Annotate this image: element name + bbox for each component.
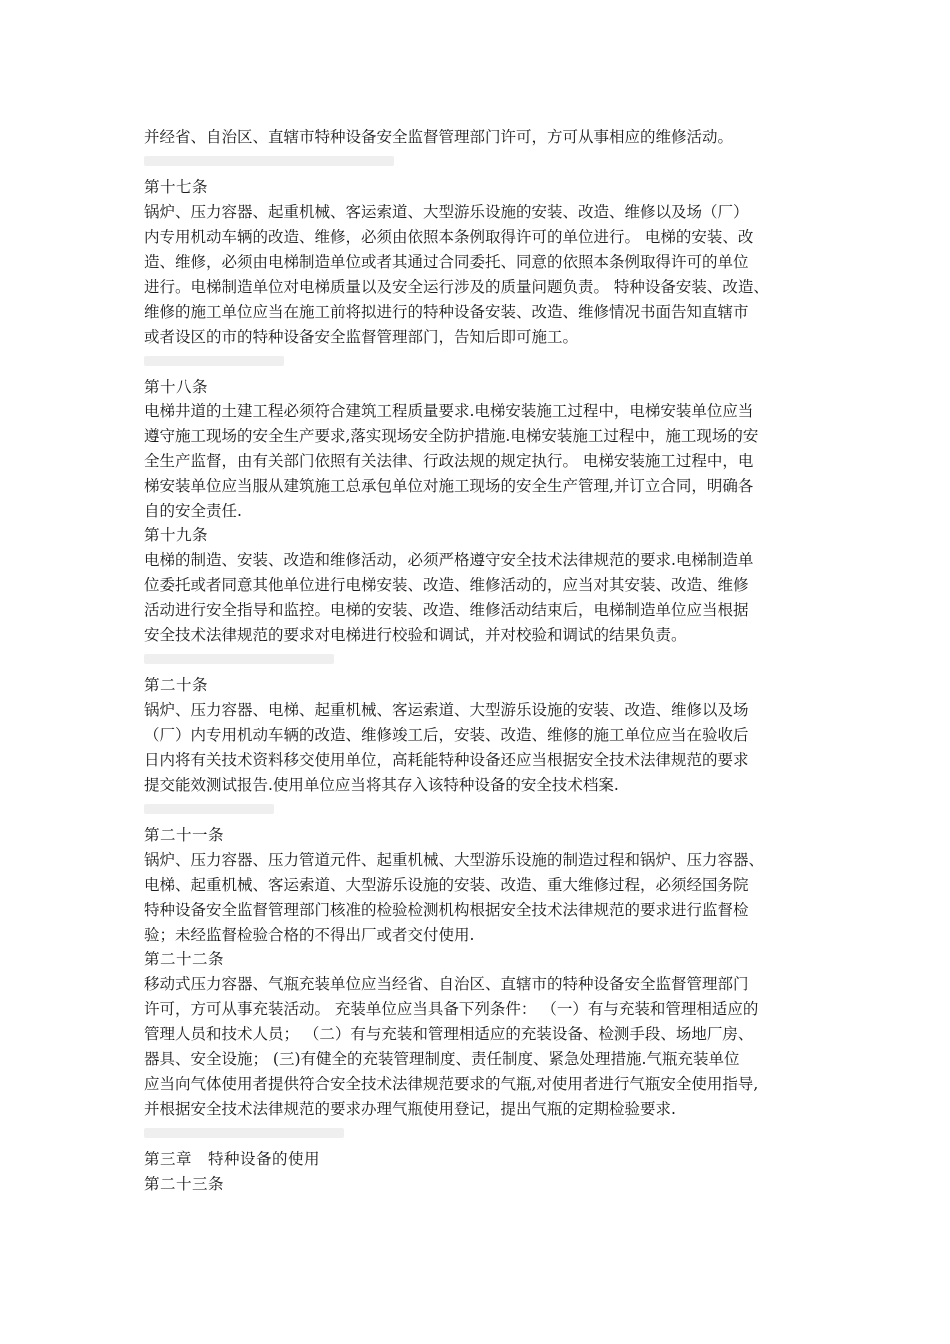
- article-line: 自的安全责任.: [144, 502, 242, 520]
- article-line: 锅炉、压力容器、压力管道元件、起重机械、大型游乐设施的制造过程和锅炉、压力容器、: [144, 851, 765, 869]
- article-line: 梯安装单位应当服从建筑施工总承包单位对施工现场的安全生产管理,并订立合同，明确各: [144, 477, 754, 495]
- article-line: 日内将有关技术资料移交使用单位，高耗能特种设备还应当根据安全技术法律规范的要求: [144, 751, 749, 769]
- article-line: 进行。电梯制造单位对电梯质量以及安全运行涉及的质量问题负责。 特种设备安装、改造、: [144, 278, 769, 296]
- article-line: 安全技术法律规范的要求对电梯进行校验和调试，并对校验和调试的结果负责。: [144, 626, 687, 644]
- article-line: 维修的施工单位应当在施工前将拟进行的特种设备安装、改造、维修情况书面告知直辖市: [144, 303, 749, 321]
- article-line: 锅炉、压力容器、起重机械、客运索道、大型游乐设施的安装、改造、维修以及场（厂）: [144, 203, 749, 221]
- article-line: 活动进行安全指导和监控。电梯的安装、改造、维修活动结束后，电梯制造单位应当根据: [144, 601, 749, 619]
- article-line: 遵守施工现场的安全生产要求,落实现场安全防护措施.电梯安装施工过程中，施工现场的安: [144, 427, 759, 445]
- article-line: 电梯的制造、安装、改造和维修活动，必须严格遵守安全技术法律规范的要求.电梯制造单: [144, 551, 754, 569]
- article-heading: 第二十一条: [144, 826, 225, 844]
- faint-text: [144, 804, 274, 814]
- article-line: 提交能效测试报告.使用单位应当将其存入该特种设备的安全技术档案.: [144, 776, 619, 794]
- article-heading: 第二十三条: [144, 1175, 225, 1193]
- article-line: 造、维修，必须由电梯制造单位或者其通过合同委托、同意的依照本条例取得许可的单位: [144, 253, 749, 271]
- article-line: 电梯、起重机械、客运索道、大型游乐设施的安装、改造、重大维修过程，必须经国务院: [144, 876, 749, 894]
- article-line: 应当向气体使用者提供符合安全技术法律规范要求的气瓶,对使用者进行气瓶安全使用指导,: [144, 1075, 759, 1093]
- article-heading: 第十九条: [144, 526, 209, 544]
- article-heading: 第二十二条: [144, 950, 225, 968]
- article-line: 管理人员和技术人员； （二）有与充装和管理相适应的充装设备、检测手段、场地厂房、: [144, 1025, 754, 1043]
- faint-text: [144, 654, 334, 664]
- article-line: 全生产监督，由有关部门依照有关法律、行政法规的规定执行。 电梯安装施工过程中，电: [144, 452, 754, 470]
- faint-text: [144, 156, 394, 166]
- intro-line: 并经省、自治区、直辖市特种设备安全监督管理部门许可，方可从事相应的维修活动。: [144, 128, 726, 146]
- faint-text: [144, 1128, 344, 1138]
- article-heading: 第十八条: [144, 378, 209, 396]
- article-line: 电梯井道的土建工程必须符合建筑工程质量要求.电梯安装施工过程中，电梯安装单位应当: [144, 402, 754, 420]
- article-line: 锅炉、压力容器、电梯、起重机械、客运索道、大型游乐设施的安装、改造、维修以及场: [144, 701, 749, 719]
- article-line: 并根据安全技术法律规范的要求办理气瓶使用登记，提出气瓶的定期检验要求.: [144, 1100, 676, 1118]
- article-heading: 第十七条: [144, 178, 209, 196]
- article-line: 特种设备安全监督管理部门核准的检验检测机构根据安全技术法律规范的要求进行监督检: [144, 901, 749, 919]
- chapter-heading: 第三章 特种设备的使用: [144, 1150, 321, 1168]
- article-line: 内专用机动车辆的改造、维修，必须由依照本条例取得许可的单位进行。 电梯的安装、改: [144, 228, 754, 246]
- article-line: 移动式压力容器、气瓶充装单位应当经省、自治区、直辖市的特种设备安全监督管理部门: [144, 975, 749, 993]
- article-line: 许可，方可从事充装活动。 充装单位应当具备下列条件： （一）有与充装和管理相适应的: [144, 1000, 759, 1018]
- article-line: （厂）内专用机动车辆的改造、维修竣工后，安装、改造、维修的施工单位应当在验收后: [144, 726, 749, 744]
- article-heading: 第二十条: [144, 676, 209, 694]
- faint-text: [144, 356, 284, 366]
- article-line: 位委托或者同意其他单位进行电梯安装、改造、维修活动的，应当对其安装、改造、维修: [144, 576, 749, 594]
- article-line: 验；未经监督检验合格的不得出厂或者交付使用.: [144, 926, 475, 944]
- article-line: 或者设区的市的特种设备安全监督管理部门，告知后即可施工。: [144, 328, 579, 346]
- article-line: 器具、安全设施； (三)有健全的充装管理制度、责任制度、紧急处理措施.气瓶充装单位: [144, 1050, 740, 1068]
